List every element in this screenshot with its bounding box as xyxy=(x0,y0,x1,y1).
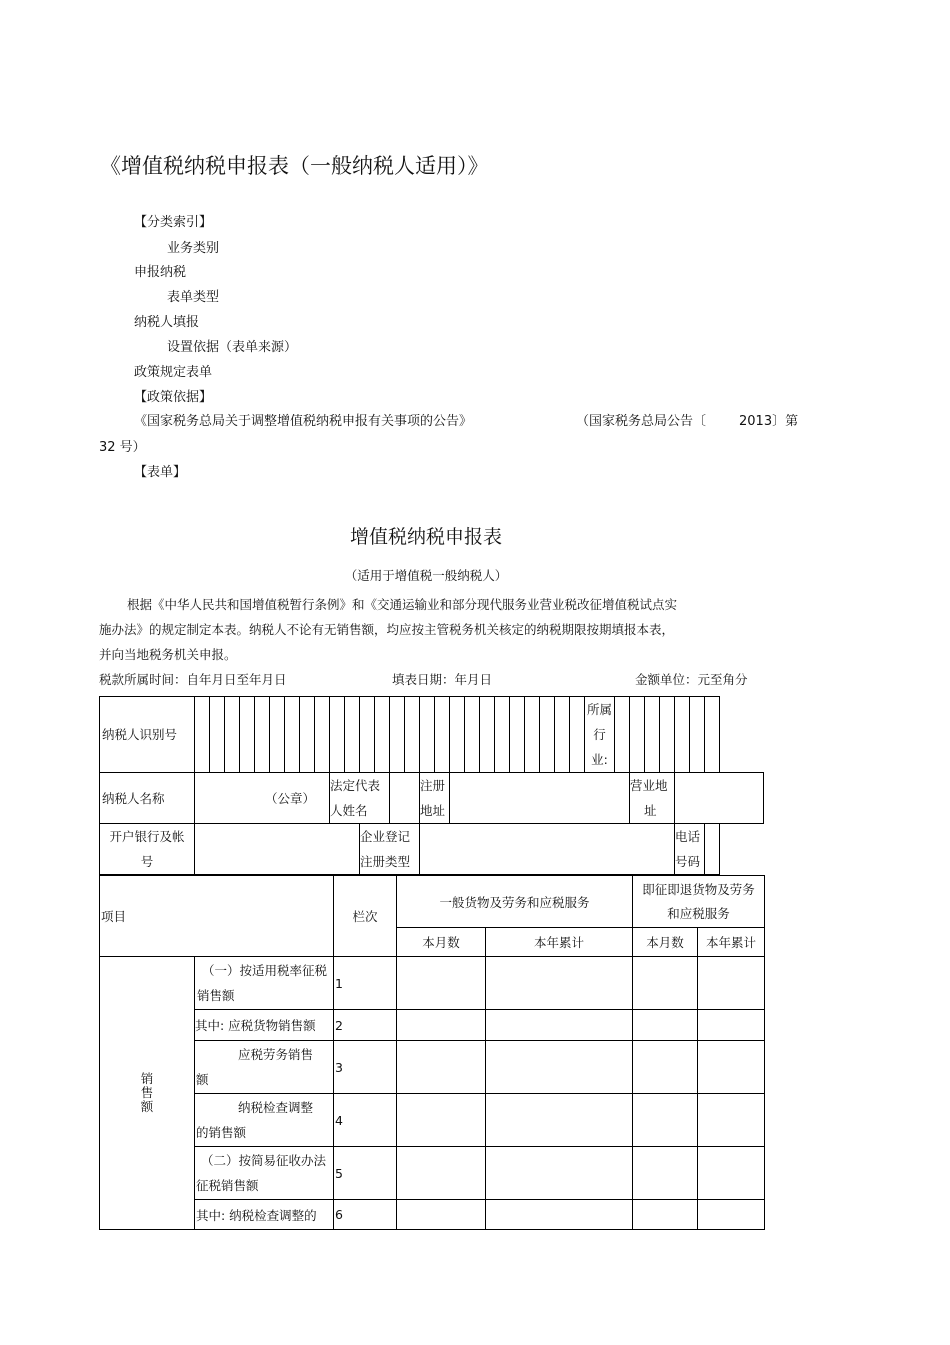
cell-input[interactable] xyxy=(397,1010,486,1041)
cell-input[interactable] xyxy=(633,1094,698,1147)
biz-addr-field[interactable] xyxy=(675,773,764,824)
industry-box[interactable] xyxy=(615,697,630,773)
amount-unit: 金额单位：元至角分 xyxy=(635,672,748,687)
row-no: 4 xyxy=(334,1094,397,1147)
index-heading: 【分类索引】 xyxy=(134,215,213,230)
policy-ref-a: （国家税务总局公告〔 xyxy=(576,414,707,429)
taxpayer-id-box[interactable] xyxy=(270,697,285,773)
industry-box[interactable] xyxy=(630,697,645,773)
refund-header xyxy=(633,876,765,928)
cell-input[interactable] xyxy=(633,1147,698,1200)
basis-label: 设置依据（表单来源） xyxy=(167,340,298,355)
intro-line-3: 并向当地税务机关申报。 xyxy=(99,647,237,662)
taxpayer-id-box[interactable] xyxy=(480,697,495,773)
biz-addr-label xyxy=(630,773,675,824)
intro-line-2: 施办法》的规定制定本表。纳税人不论有无销售额，均应按主管税务机关核定的纳税期限按期填报本表， xyxy=(99,622,675,637)
item-header: 项目 xyxy=(100,876,334,957)
cell-input[interactable] xyxy=(698,1147,765,1200)
legal-rep-label-1: 法定代表 xyxy=(330,778,381,793)
cell-input[interactable] xyxy=(397,1200,486,1230)
taxpayer-id-box[interactable] xyxy=(225,697,240,773)
refund-ytd-header: 本年累计 xyxy=(698,928,765,957)
phone-label-2: 号码 xyxy=(675,854,701,869)
seal-label: （公章） xyxy=(264,790,315,806)
cell-input[interactable] xyxy=(698,1010,765,1041)
general-ytd-header: 本年累计 xyxy=(486,928,633,957)
ent-type-label-1: 企业登记 xyxy=(360,829,411,844)
tax-return-table xyxy=(99,696,764,875)
row-no: 6 xyxy=(334,1200,397,1230)
row-item xyxy=(195,957,334,1010)
cell-input[interactable] xyxy=(486,1094,633,1147)
cell-input[interactable] xyxy=(397,1147,486,1200)
bank-label-1: 开户银行及帐 xyxy=(109,829,185,844)
phone-label xyxy=(675,824,705,875)
reg-addr-label xyxy=(420,773,450,824)
taxpayer-id-box[interactable] xyxy=(315,697,330,773)
industry-box[interactable] xyxy=(660,697,675,773)
cell-input[interactable] xyxy=(633,1041,698,1094)
taxpayer-id-box[interactable] xyxy=(195,697,210,773)
row-item-line-2: 的销售额 xyxy=(196,1125,247,1140)
taxpayer-id-box[interactable] xyxy=(555,697,570,773)
legal-rep-label-2: 人姓名 xyxy=(330,803,368,818)
taxpayer-id-box[interactable] xyxy=(525,697,540,773)
taxpayer-id-box[interactable] xyxy=(465,697,480,773)
sales-char-1: 销 xyxy=(140,1071,154,1086)
row-item xyxy=(195,1041,334,1094)
taxpayer-id-box[interactable] xyxy=(420,697,435,773)
refund-this-month-header: 本月数 xyxy=(633,928,698,957)
tax-period: 税款所属时间：自年月日至年月日 xyxy=(99,672,287,687)
industry-label xyxy=(585,697,615,773)
industry-label-1: 所属 xyxy=(586,702,612,717)
taxpayer-id-box[interactable] xyxy=(390,697,405,773)
taxpayer-name-label: 纳税人名称 xyxy=(100,773,195,824)
taxpayer-id-box[interactable] xyxy=(495,697,510,773)
legal-rep-label xyxy=(330,773,390,824)
row-no: 5 xyxy=(334,1147,397,1200)
row-no: 1 xyxy=(334,957,397,1010)
taxpayer-id-box[interactable] xyxy=(255,697,270,773)
business-type-label: 业务类别 xyxy=(167,241,220,256)
reg-addr-label-2: 地址 xyxy=(420,803,446,818)
row-item-line-1: （二）按简易征收办法 xyxy=(201,1153,327,1168)
document-title: 《增值税纳税申报表（一般纳税人适用）》 xyxy=(100,154,489,178)
row-no: 2 xyxy=(334,1010,397,1041)
ent-type-label-2: 注册类型 xyxy=(360,854,411,869)
taxpayer-id-box[interactable] xyxy=(345,697,360,773)
ent-type-label xyxy=(360,824,420,875)
taxpayer-id-box[interactable] xyxy=(570,697,585,773)
taxpayer-name-field[interactable] xyxy=(195,773,330,824)
general-this-month-header: 本月数 xyxy=(397,928,486,957)
cell-input[interactable] xyxy=(698,1094,765,1147)
cell-input[interactable] xyxy=(633,1200,698,1230)
taxpayer-id-box[interactable] xyxy=(360,697,375,773)
taxpayer-id-label: 纳税人识别号 xyxy=(100,697,195,773)
form-subtitle: （适用于增值税一般纳税人） xyxy=(344,568,508,583)
form-title: 增值税纳税申报表 xyxy=(349,526,502,548)
policy-ref-year: 2013〕第 xyxy=(739,414,799,429)
taxpayer-id-box[interactable] xyxy=(405,697,420,773)
cell-input[interactable] xyxy=(486,1010,633,1041)
taxpayer-id-box[interactable] xyxy=(375,697,390,773)
cell-input[interactable] xyxy=(486,1147,633,1200)
cell-input[interactable] xyxy=(698,1200,765,1230)
row-item-line-1: 应税劳务销售 xyxy=(238,1047,314,1062)
row-item xyxy=(195,1147,334,1200)
fill-date: 填表日期：年月日 xyxy=(392,672,493,687)
cell-input[interactable] xyxy=(633,1010,698,1041)
reg-addr-label-1: 注册 xyxy=(420,778,446,793)
taxpayer-id-box[interactable] xyxy=(540,697,555,773)
cell-input[interactable] xyxy=(397,957,486,1010)
industry-box[interactable] xyxy=(675,697,690,773)
row-item xyxy=(195,1094,334,1147)
sales-category-label xyxy=(100,957,195,1230)
bank-label xyxy=(100,824,195,875)
industry-box[interactable] xyxy=(690,697,705,773)
form-type-label: 表单类型 xyxy=(167,290,220,305)
bank-field[interactable] xyxy=(195,824,360,875)
refund-header-1: 即征即退货物及劳务 xyxy=(642,881,755,897)
taxpayer-id-box[interactable] xyxy=(330,697,345,773)
taxpayer-id-box[interactable] xyxy=(210,697,225,773)
industry-box[interactable] xyxy=(645,697,660,773)
biz-addr-label-2: 址 xyxy=(644,803,657,818)
general-goods-header: 一般货物及劳务和应税服务 xyxy=(397,876,633,928)
sales-char-3: 额 xyxy=(140,1099,154,1114)
form-heading: 【表单】 xyxy=(134,465,187,480)
cell-input[interactable] xyxy=(397,1094,486,1147)
taxpayer-id-box[interactable] xyxy=(510,697,525,773)
sales-table xyxy=(99,875,765,1230)
cell-input[interactable] xyxy=(486,1041,633,1094)
taxpayer-id-box[interactable] xyxy=(285,697,300,773)
biz-addr-label-1: 营业地 xyxy=(630,778,668,793)
cell-input[interactable] xyxy=(397,1041,486,1094)
policy-heading: 【政策依据】 xyxy=(134,390,213,405)
industry-label-3: 业: xyxy=(591,752,608,767)
row-item-line-2: 销售额 xyxy=(197,988,235,1003)
policy-text: 《国家税务总局关于调整增值税纳税申报有关事项的公告》 xyxy=(134,414,473,429)
cell-input[interactable] xyxy=(486,957,633,1010)
bank-label-2: 号 xyxy=(140,854,154,869)
col-no-header: 栏次 xyxy=(334,876,397,957)
cell-input[interactable] xyxy=(698,957,765,1010)
phone-label-1: 电话 xyxy=(675,829,701,844)
taxpayer-id-box[interactable] xyxy=(300,697,315,773)
row-item: 其中: 应税货物销售额 xyxy=(195,1010,334,1041)
industry-label-2: 行 xyxy=(593,727,606,742)
cell-input[interactable] xyxy=(698,1041,765,1094)
row-item-line-2: 征税销售额 xyxy=(196,1178,259,1193)
row-no: 3 xyxy=(334,1041,397,1094)
taxpayer-id-box[interactable] xyxy=(450,697,465,773)
reg-addr-field[interactable] xyxy=(450,773,630,824)
industry-box[interactable] xyxy=(705,697,720,773)
taxpayer-id-box[interactable] xyxy=(435,697,450,773)
phone-field[interactable] xyxy=(705,824,720,875)
row-item: 其中: 纳税检查调整的 xyxy=(195,1200,334,1230)
row-item-line-1: 纳税检查调整 xyxy=(238,1100,314,1115)
ent-type-field[interactable] xyxy=(420,824,675,875)
row-item-line-1: （一）按适用税率征税 xyxy=(202,963,328,978)
legal-rep-field[interactable] xyxy=(390,773,420,824)
form-type-value: 纳税人填报 xyxy=(134,315,200,330)
row-item-line-2: 额 xyxy=(196,1072,209,1087)
refund-header-2: 和应税服务 xyxy=(667,905,730,921)
intro-line-1: 根据《中华人民共和国增值税暂行条例》和《交通运输业和部分现代服务业营业税改征增值税试点实 xyxy=(127,597,678,612)
basis-value: 政策规定表单 xyxy=(134,365,213,380)
cell-input[interactable] xyxy=(486,1200,633,1230)
cell-input[interactable] xyxy=(633,957,698,1010)
taxpayer-id-box[interactable] xyxy=(240,697,255,773)
sales-char-2: 售 xyxy=(140,1085,154,1100)
policy-ref-b: 32 号） xyxy=(99,440,146,455)
business-type-value: 申报纳税 xyxy=(134,265,187,280)
